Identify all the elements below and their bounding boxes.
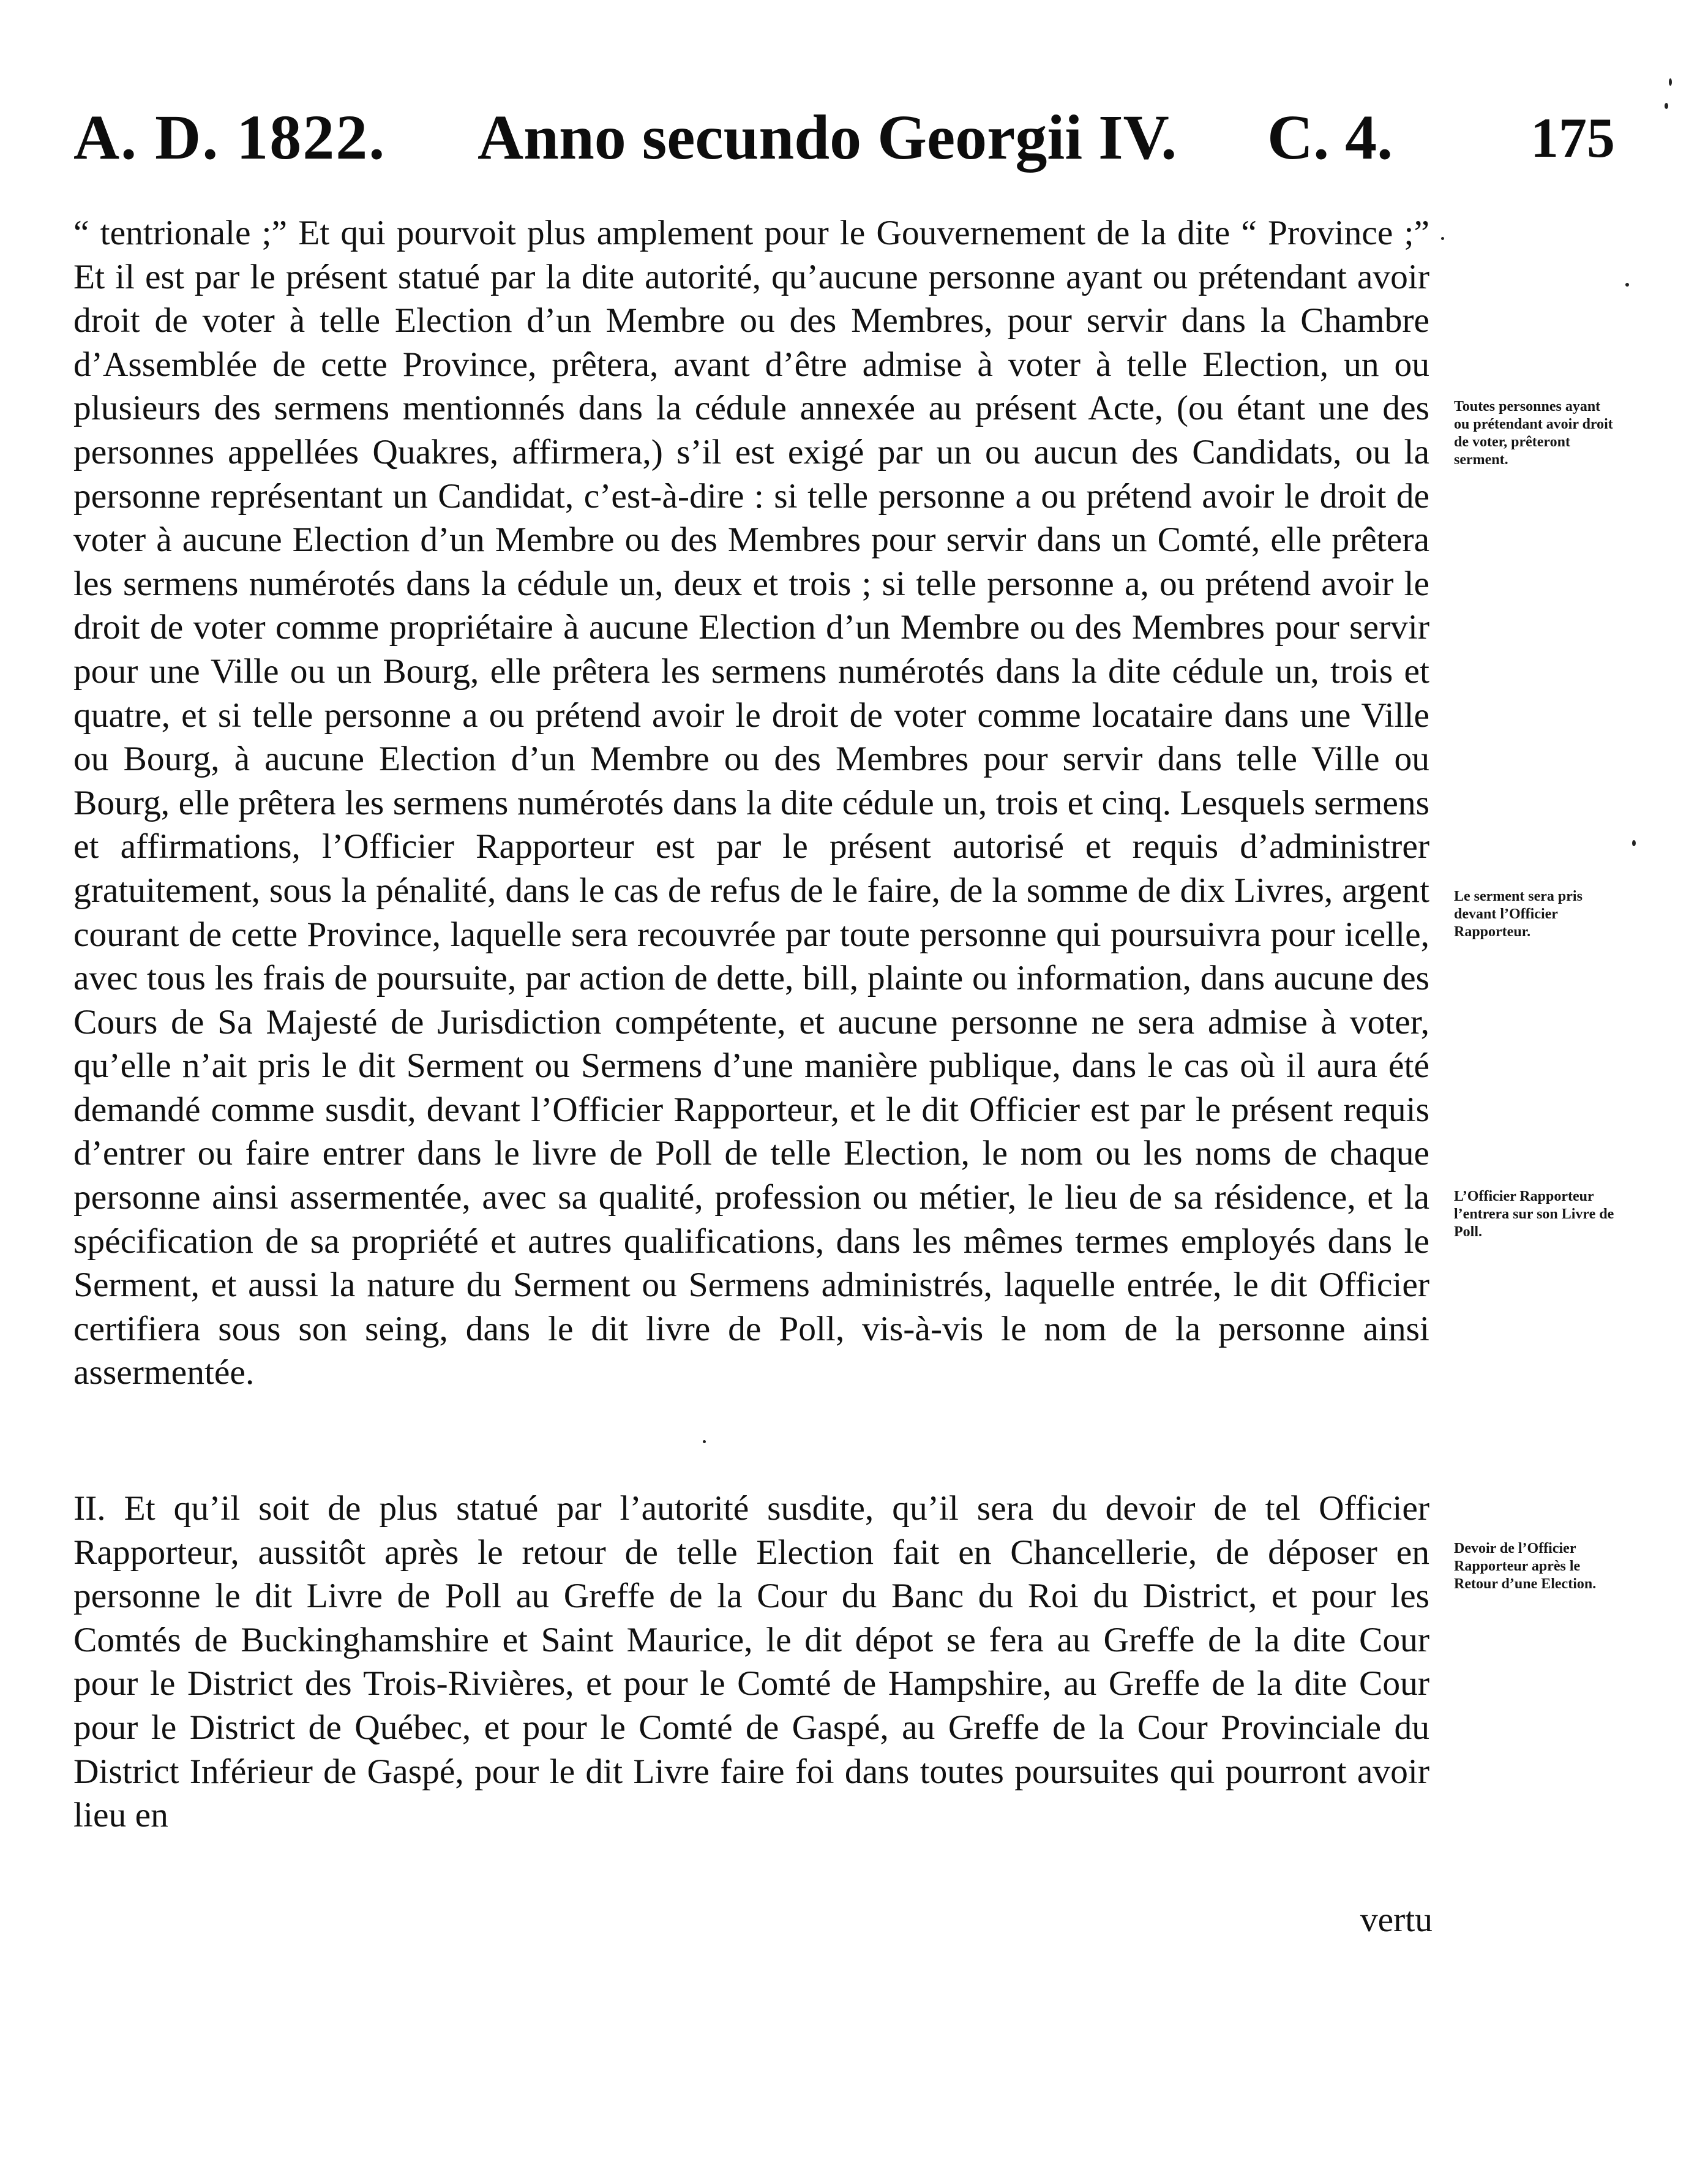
header-year: A. D. 1822. [73, 102, 386, 173]
scan-speck [1441, 237, 1444, 240]
scan-speck [1665, 103, 1668, 109]
header-chapter: C. 4. [1267, 102, 1393, 173]
header-title: Anno secundo Georgii IV. [478, 102, 1177, 173]
page-number: 175 [1530, 107, 1615, 169]
catchword: vertu [1360, 1901, 1433, 1939]
marginal-note: Toutes personnes ayant ou prétendant avoir droit de voter, prêteront serment. [1454, 399, 1613, 468]
scan-speck [1625, 283, 1629, 287]
scan-speck [1669, 78, 1672, 86]
marginal-note: Devoir de l’Officier Rapporteur après le Retour d’une Election. [1454, 1541, 1597, 1592]
marginal-note: Le serment sera pris devant l’Officier Rapporteur. [1454, 888, 1583, 940]
scan-speck [703, 1440, 706, 1443]
body-paragraph-2: II. Et qu’il soit de plus statué par l’autorité susdite, qu’il sera du devoir de tel Officier Rapporteur, aussitôt après le retour de telle Election fait en Chancellerie, de déposer en personne le dit Livre de Poll au Greffe de la Cour du Banc du Roi du District, et pour les Comtés de Buckinghamshire et Saint Maurice, le dit dépot se fera au Greffe de la dite Cour pour le District des Trois-Rivières, et pour le Comté de Hampshire, au Greffe de la dite Cour pour le District de Québec, et pour le Comté de Gaspé, au Greffe de la Cour Provinciale du District Inférieur de Gaspé, pour le dit Livre faire foi dans toutes poursuites qui pourront avoir lieu en [73, 1489, 1429, 1835]
marginal-note: L’Officier Rapporteur l’entrera sur son Livre de Poll. [1454, 1188, 1614, 1240]
body-paragraph-1: “ tentrionale ;” Et qui pourvoit plus amplement pour le Gouvernement de la dite “ Province ;” Et il est par le présent statué par la dite autorité, qu’aucune personne ayant ou prétendant avoir droit de voter à telle Election d’un Membre ou des Membres, pour servir dans la Chambre d’Assemblée de cette Province, prêtera, avant d’être admise à voter à telle Election, un ou plusieurs des sermens mentionnés dans la cédule annexée au présent Acte, (ou étant une des personnes appellées Quakres, affirmera,) s’il est exigé par un ou aucun des Candidats, ou la personne représentant un Candidat, c’est-à-dire : si telle personne a ou prétend avoir le droit de voter à aucune Election d’un Membre ou des Membres pour servir dans un Comté, elle prêtera les sermens numérotés dans la cédule un, deux et trois ; si telle personne a, ou prétend avoir le droit de voter comme propriétaire à aucune Election d’un Membre ou des Membres pour servir pour une Ville ou un Bourg, elle prêtera les sermens numérotés dans la dite cédule un, trois et quatre, et si telle personne a ou prétend avoir le droit de voter comme locataire dans une Ville ou Bourg, à aucune Election d’un Membre ou des Membres pour servir dans telle Ville ou Bourg, elle prêtera les sermens numérotés dans la dite cédule un, trois et cinq. Lesquels sermens et affirmations, l’Officier Rapporteur est par le présent autorisé et requis d’administrer gratuitement, sous la pénalité, dans le cas de refus de le faire, de la somme de dix Livres, argent courant de cette Province, laquelle sera recouvrée par toute personne qui poursuivra pour icelle, avec tous les frais de poursuite, par action de dette, bill, plainte ou information, dans aucune des Cours de Sa Majesté de Jurisdiction compétente, et aucune personne ne sera admise à voter, qu’elle n’ait pris le dit Serment ou Sermens d’une manière publique, dans le cas où il aura été demandé comme susdit, devant l’Officier Rapporteur, et le dit Officier est par le présent requis d’entrer ou faire entrer dans le livre de Poll de telle Election, le nom ou les noms de chaque personne ainsi assermentée, avec sa qualité, profession ou métier, le lieu de sa résidence, et la spécification de sa propriété et autres qualifications, dans les mêmes termes employés dans le Serment, et aussi la nature du Serment ou Sermens administrés, laquelle entrée, le dit Officier certifiera sous son seing, dans le dit livre de Poll, vis-à-vis le nom de la personne ainsi assermentée. [73, 214, 1429, 1392]
scan-speck [1632, 840, 1636, 846]
